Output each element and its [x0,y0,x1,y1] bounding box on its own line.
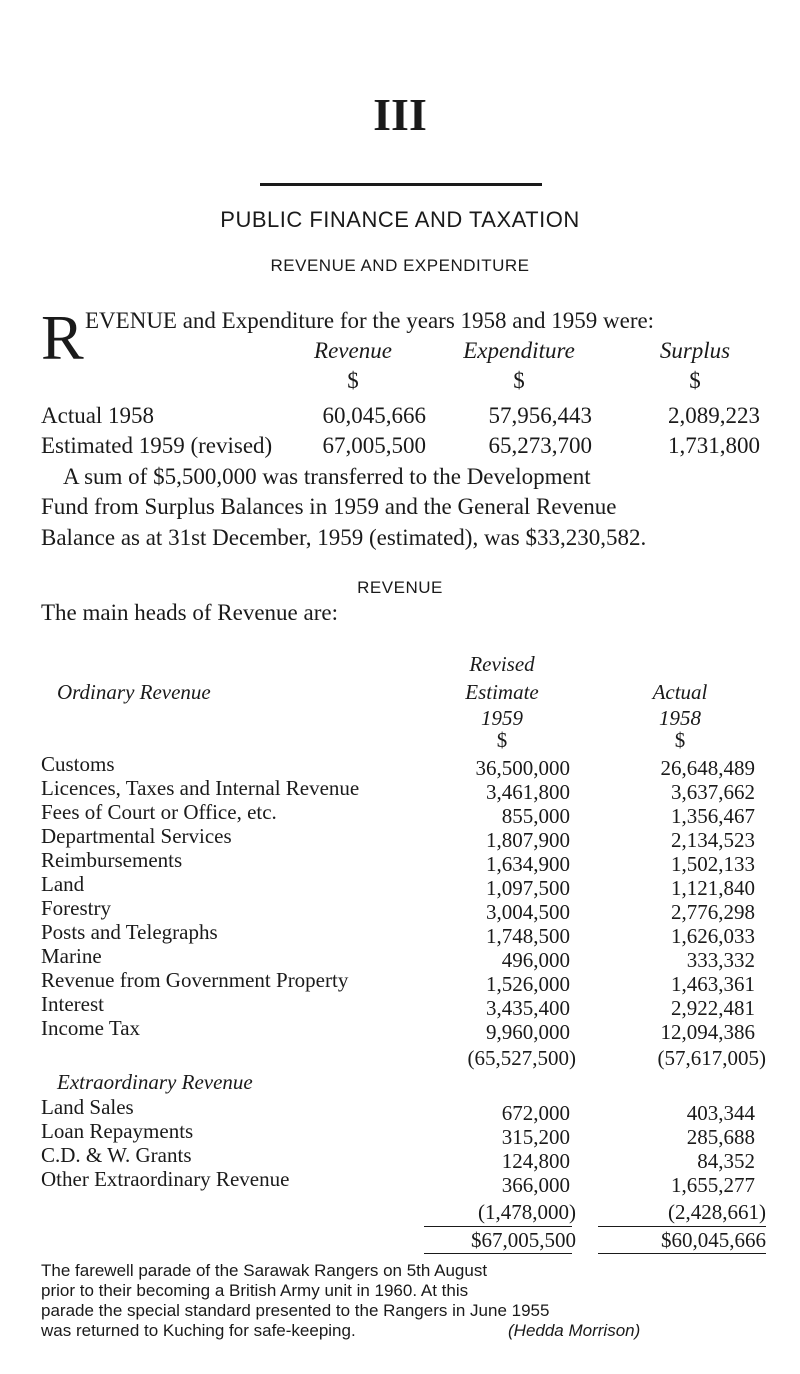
row-estimate: 1,526,000 [486,972,570,996]
caption-line: parade the special standard presented to the Rangers in June 1955 [41,1301,550,1320]
extra-subtotal-actual: (2,428,661) [668,1200,766,1224]
row-name: Other Extraordinary Revenue [41,1167,290,1191]
row-actual-expenditure: 57,956,443 [488,403,592,428]
col-estimate-year: 1959 [481,706,523,730]
row-actual-surplus: 2,089,223 [668,403,760,428]
section-subtitle: REVENUE AND EXPENDITURE [270,256,530,275]
caption-line: was returned to Kuching for safe-keeping. [41,1321,356,1340]
row-name: Reimbursements [41,848,183,872]
section-title: PUBLIC FINANCE AND TAXATION [220,207,580,232]
row-actual: 333,332 [686,948,755,972]
row-estimate: 496,000 [501,948,570,972]
row-estimate: 315,200 [501,1125,570,1149]
col-estimate-line2: Estimate [465,680,539,704]
row-actual: 1,626,033 [671,924,755,948]
caption-line: The farewell parade of the Sarawak Rangers on 5th August [41,1261,488,1280]
drop-cap: R [41,302,84,373]
col-actual-year: 1958 [659,706,701,730]
col-label-ordinary: Ordinary Revenue [57,680,211,704]
header-expenditure: Expenditure [463,338,575,363]
row-actual: 3,637,662 [671,780,755,804]
row-estimate: 672,000 [501,1101,570,1125]
row-name: Loan Repayments [41,1119,194,1143]
double-rule-actual [598,1253,766,1254]
row-estimated-label: Estimated 1959 (revised) [41,433,273,458]
row-actual: 1,121,840 [671,876,755,900]
row-actual: 1,502,133 [671,852,755,876]
row-actual: 2,134,523 [671,828,755,852]
row-name: Revenue from Government Property [41,968,349,992]
revenue-lead: The main heads of Revenue are: [41,600,338,625]
row-name: Income Tax [41,1016,141,1040]
row-estimate: 855,000 [501,804,570,828]
header-revenue: Revenue [314,338,392,363]
row-actual: 2,776,298 [671,900,755,924]
row-actual-revenue: 60,045,666 [322,403,426,428]
row-actual: 1,463,361 [671,972,755,996]
row-estimate: 36,500,000 [475,756,570,780]
row-name: Interest [41,992,104,1016]
row-actual: 26,648,489 [660,756,755,780]
row-estimate: 1,097,500 [486,876,570,900]
row-estimate: 1,807,900 [486,828,570,852]
extra-subtotal-estimate: (1,478,000) [478,1200,576,1224]
total-rule-estimate [424,1226,572,1227]
row-estimate: 1,748,500 [486,924,570,948]
row-name: Marine [41,944,102,968]
col-actual-line1: Actual [652,680,708,704]
ordinary-subtotal-estimate: (65,527,500) [467,1046,576,1070]
row-name: Land Sales [41,1095,134,1119]
grand-total-actual: $60,045,666 [661,1228,766,1252]
paragraph-line: Balance as at 31st December, 1959 (estimated), was $33,230,582. [41,525,647,550]
row-name: Departmental Services [41,824,232,848]
row-actual: 84,352 [697,1149,755,1173]
row-estimated-expenditure: 65,273,700 [488,433,592,458]
row-estimate: 9,960,000 [486,1020,570,1044]
row-actual: 403,344 [686,1101,755,1125]
row-name: Licences, Taxes and Internal Revenue [41,776,360,800]
row-actual: 2,922,481 [671,996,755,1020]
caption-credit: (Hedda Morrison) [508,1321,641,1340]
row-estimate: 3,435,400 [486,996,570,1020]
row-actual-label: Actual 1958 [41,403,155,428]
row-name: Posts and Telegraphs [41,920,218,944]
row-actual: 1,356,467 [671,804,755,828]
double-rule-estimate [424,1253,572,1254]
paragraph-line: Fund from Surplus Balances in 1959 and the General Revenue [41,494,617,519]
grand-total-estimate: $67,005,500 [471,1228,576,1252]
ordinary-subtotal-actual: (57,617,005) [657,1046,766,1070]
row-estimate: 366,000 [501,1173,570,1197]
revenue-heading: REVENUE [357,578,443,597]
row-name: Land [41,872,85,896]
row-name: Customs [41,752,115,776]
row-estimate: 124,800 [501,1149,570,1173]
unit-revenue: $ [347,368,359,393]
col-estimate-line1: Revised [469,652,535,676]
row-estimate: 3,004,500 [486,900,570,924]
unit-expenditure: $ [513,368,525,393]
row-actual: 12,094,386 [660,1020,755,1044]
caption-line: prior to their becoming a British Army unit in 1960. At this [41,1281,469,1300]
row-name: Forestry [41,896,111,920]
col-actual-unit: $ [674,728,686,752]
unit-surplus: $ [689,368,701,393]
intro-line: EVENUE and Expenditure for the years 1958 and 1959 were: [85,308,655,333]
row-estimate: 1,634,900 [486,852,570,876]
row-name: C.D. & W. Grants [41,1143,192,1167]
header-surplus: Surplus [659,338,731,363]
row-estimate: 3,461,800 [486,780,570,804]
paragraph-line: A sum of $5,500,000 was transferred to the Development [63,464,591,489]
col-estimate-unit: $ [496,728,508,752]
extraordinary-label: Extraordinary Revenue [57,1070,253,1094]
row-estimated-surplus: 1,731,800 [668,433,760,458]
total-rule-actual [598,1226,766,1227]
row-name: Fees of Court or Office, etc. [41,800,277,824]
page-number: III [373,89,427,140]
row-actual: 285,688 [686,1125,755,1149]
row-estimated-revenue: 67,005,500 [322,433,426,458]
header-rule [260,183,542,186]
row-actual: 1,655,277 [671,1173,755,1197]
